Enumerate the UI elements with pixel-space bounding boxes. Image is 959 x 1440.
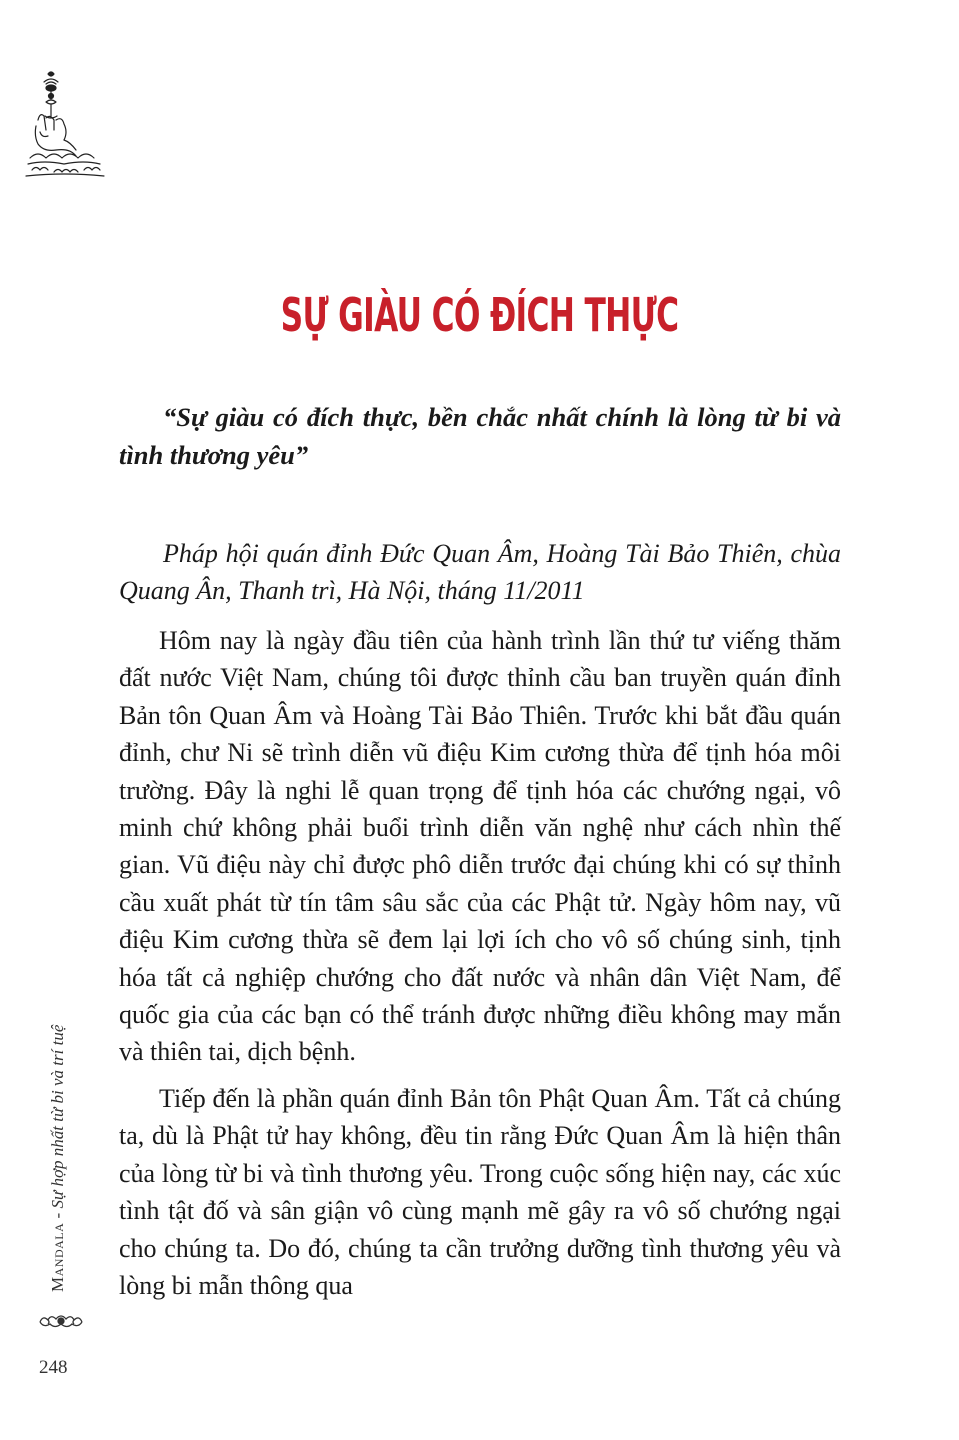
running-head-brand: Mandala [48, 1222, 67, 1292]
paragraph: Tiếp đến là phần quán đỉnh Bản tôn Phật Quan Âm. Tất cả chúng ta, dù là Phật tử hay không, đều tin rằng Đức Quan Âm là hiện thân của lòng từ bi và tình thương yêu. Trong cuộc sống hiện nay, các xúc tình tật đố và sân giận vô cùng mạnh mẽ gây ra vô số chướng ngại cho chúng ta. Do đó, chúng ta cần trưởng dưỡng tình thương yêu và lòng bi mẫn thông qua [119, 1083, 841, 1300]
body-text [119, 622, 841, 1313]
source-line: Pháp hội quán đỉnh Đức Quan Âm, Hoàng Tài Bảo Thiên, chùa Quang Ân, Thanh trì, Hà Nội, tháng 11/2011 [119, 539, 841, 605]
running-head-subtitle: Sự hợp nhất từ bi và trí tuệ [48, 1024, 67, 1209]
chapter-title: SỰ GIÀU CÓ ĐÍCH THỰC [280, 288, 679, 342]
epigraph-quote: “Sự giàu có đích thực, bền chắc nhất chính là lòng từ bi và tình thương yêu” [119, 402, 841, 470]
running-head [48, 962, 68, 1292]
cloud-ornament-icon [36, 1310, 86, 1332]
page-number: 248 [39, 1357, 68, 1378]
running-head-separator: - [48, 1208, 67, 1223]
paragraph: Hôm nay là ngày đầu tiên của hành trình lần thứ tư viếng thăm đất nước Việt Nam, chúng tôi được thỉnh cầu ban truyền quán đỉnh Bản tôn Quan Âm và Hoàng Tài Bảo Thiên. Trước khi bắt đầu quán đỉnh, chư Ni sẽ trình diễn vũ điệu Kim cương thừa để tịnh hóa môi trường. Đây là nghi lễ quan trọng để tịnh hóa các chướng ngại, vô minh chứ không phải buổi trình diễn văn nghệ như cách nhìn thế gian. Vũ điệu này chỉ được phô diễn trước đại chúng khi có sự thỉnh cầu xuất phát từ tín tâm sâu sắc của các Phật tử. Ngày hôm nay, vũ điệu Kim cương thừa sẽ đem lại lợi ích cho vô số chúng sinh, tịnh hóa tất cả nghiệp chướng cho đất nước và nhân dân Việt Nam, để quốc gia của các bạn có thể tránh được những điều không may mắn và thiên tai, dịch bệnh. [119, 626, 841, 1067]
vajra-hand-emblem-icon [24, 70, 106, 182]
